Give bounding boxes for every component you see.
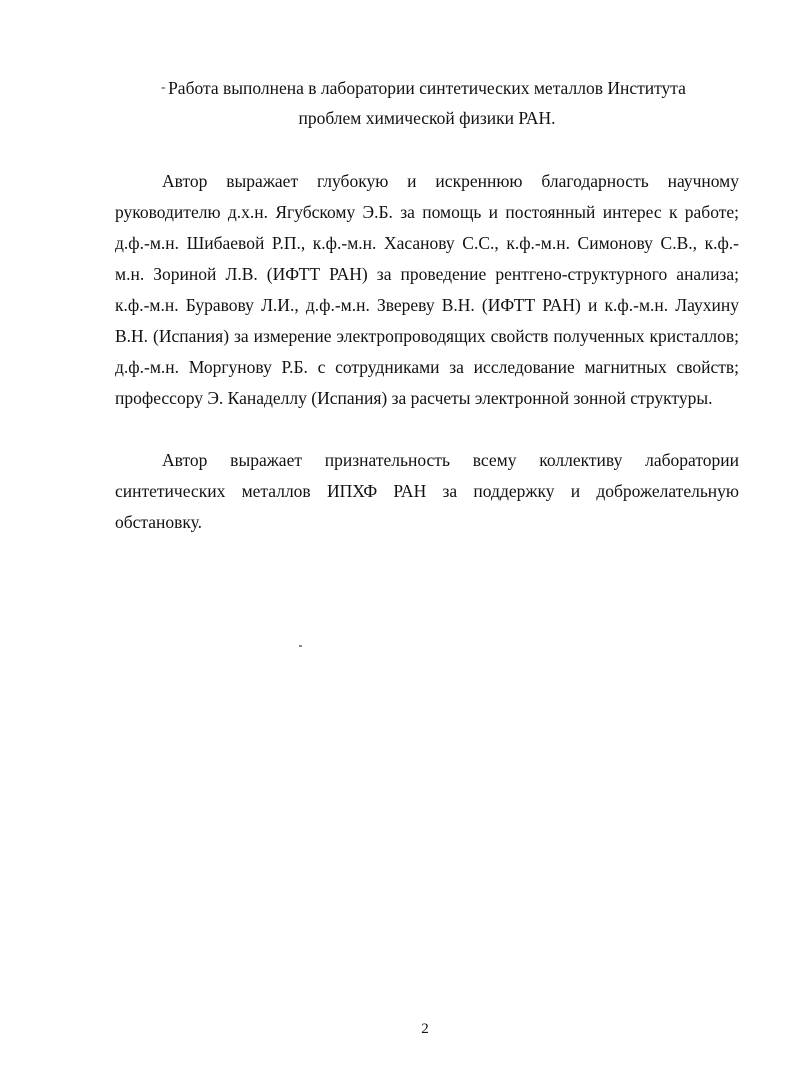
scan-speck	[299, 645, 302, 647]
heading-line-2: проблем химической физики РАН.	[298, 108, 556, 128]
heading-line-1: Работа выполнена в лаборатории синтетических металлов Института	[168, 78, 686, 98]
acknowledgment-paragraph-2: Автор выражает признательность всему коллективу лаборатории синтетических металлов ИПХФ РАН за поддержку и доброжелательную обстановку.	[115, 450, 739, 532]
page-number: 2	[421, 1021, 429, 1037]
acknowledgment-heading	[115, 73, 739, 133]
scan-mark: -	[161, 80, 166, 95]
acknowledgment-paragraph-1: Автор выражает глубокую и искреннюю благодарность научному руководителю д.х.н. Ягубскому Э.Б. за помощь и постоянный интерес к работе; д.ф.-м.н. Шибаевой Р.П., к.ф.-м.н. Хасанову С.С., к.ф.-м.н. Симонову С.В., к.ф.-м.н. Зориной Л.В. (ИФТТ РАН) за проведение рентгено-структурного анализа; к.ф.-м.н. Буравову Л.И., д.ф.-м.н. Звереву В.Н. (ИФТТ РАН) и к.ф.-м.н. Лаухину В.Н. (Испания) за измерение электропроводящих свойств полученных кристаллов; д.ф.-м.н. Моргунову Р.Б. с сотрудниками за исследование магнитных свойств; профессору Э. Канаделлу (Испания) за расчеты электронной зонной структуры.	[115, 171, 739, 408]
